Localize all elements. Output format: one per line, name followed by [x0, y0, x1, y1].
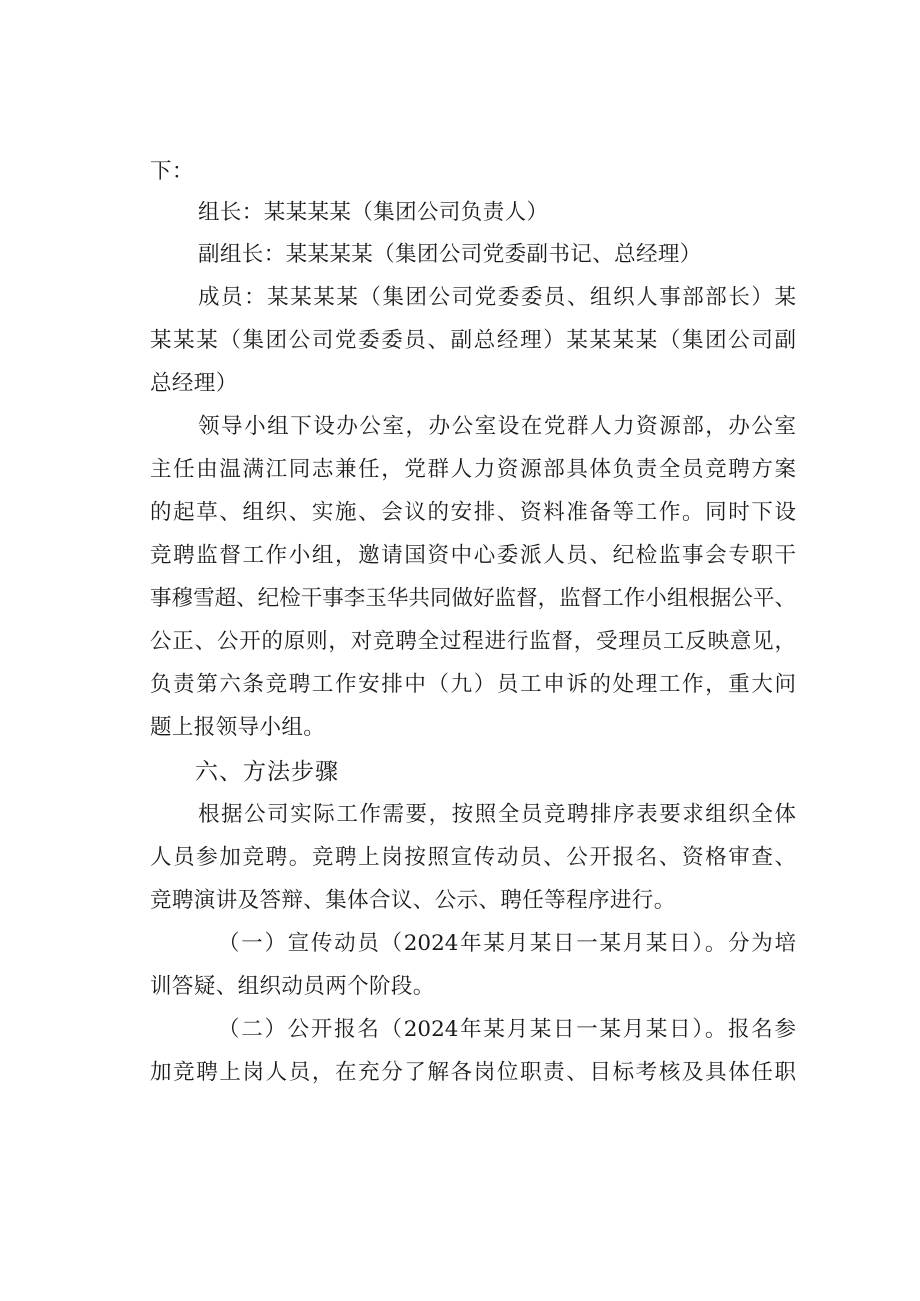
text-line: 某某某（集团公司党委委员、副总经理）某某某某（集团公司副: [150, 328, 796, 353]
text-line: 竞聘演讲及答辩、集体合议、公示、聘任等程序进行。: [150, 888, 676, 913]
text-line: 的起草、组织、实施、会议的安排、资料准备等工作。同时下设: [150, 500, 796, 525]
text-line: 人员参加竞聘。竞聘上岗按照宣传动员、公开报名、资格审查、: [150, 845, 796, 870]
text-line: 事穆雪超、纪检干事李玉华共同做好监督，监督工作小组根据公平、: [150, 586, 796, 611]
text-line: 竞聘监督工作小组，邀请国资中心委派人员、纪检监事会专职干: [150, 543, 796, 568]
text-line: 成员：某某某某（集团公司党委委员、组织人事部部长）某: [198, 285, 796, 310]
text-line: 加竞聘上岗人员，在充分了解各岗位职责、目标考核及具体任职: [150, 1060, 796, 1085]
text-line: 公正、公开的原则，对竞聘全过程进行监督，受理员工反映意见，: [150, 629, 796, 654]
text-line: 训答疑、组织动员两个阶段。: [150, 974, 435, 999]
text-line: （一）宣传动员（2024年某月某日一某月某日）。分为培: [218, 931, 796, 956]
section-heading: 六、方法步骤: [195, 759, 339, 785]
text-line: 负责第六条竞聘工作安排中（九）员工申诉的处理工作，重大问: [150, 672, 796, 697]
text-line: 组长：某某某某（集团公司负责人）: [198, 200, 549, 225]
text-line: 领导小组下设办公室，办公室设在党群人力资源部，办公室: [198, 414, 796, 439]
text-line: 副组长：某某某某（集团公司党委副书记、总经理）: [198, 242, 702, 267]
text-line: 总经理）: [150, 371, 238, 396]
text-line: 主任由温满江同志兼任，党群人力资源部具体负责全员竞聘方案: [150, 457, 796, 482]
text-line: 下：: [150, 159, 194, 184]
text-line: 题上报领导小组。: [150, 715, 326, 740]
text-line: 根据公司实际工作需要，按照全员竞聘排序表要求组织全体: [198, 802, 796, 827]
text-line: （二）公开报名（2024年某月某日一某月某日）。报名参: [218, 1017, 796, 1042]
